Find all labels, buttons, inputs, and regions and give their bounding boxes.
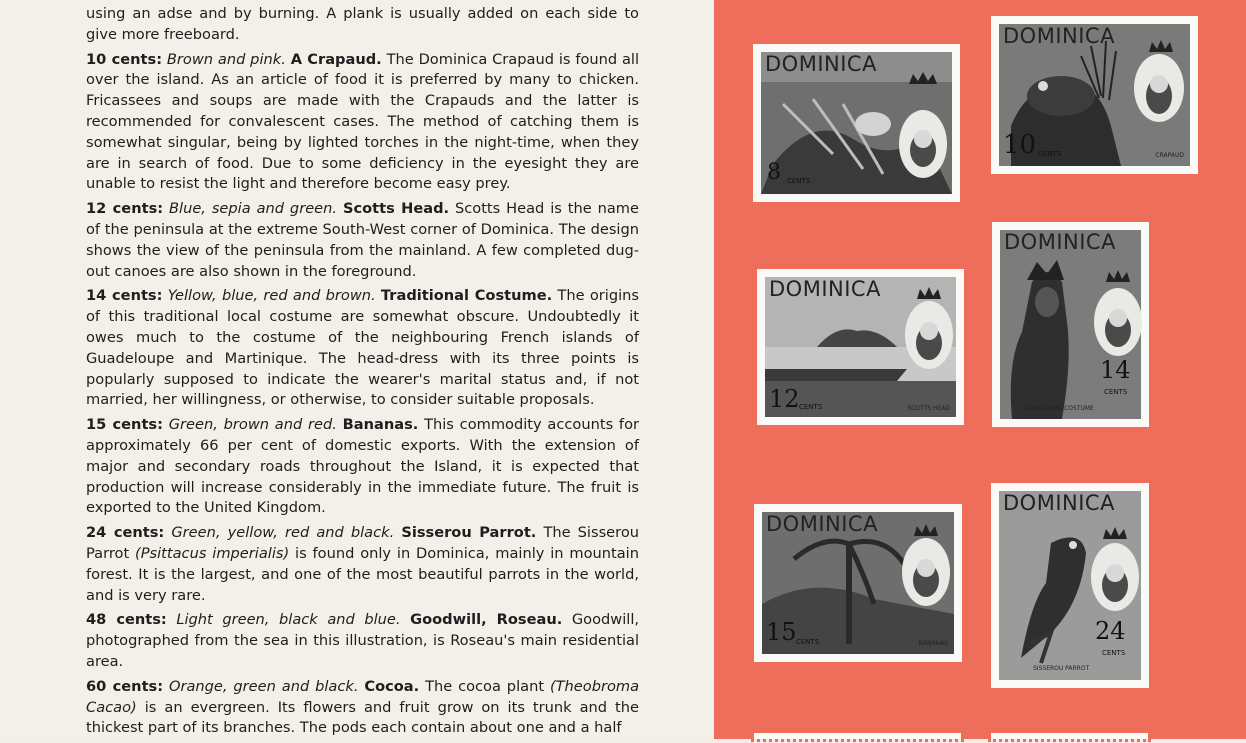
stamp-caption: TRADITIONAL COSTUME <box>1022 405 1094 412</box>
description-14c <box>86 286 639 411</box>
latin-name: (Theobroma Cacao) <box>86 677 640 716</box>
stamp-8c <box>753 44 960 202</box>
subject-title: Cocoa. <box>364 677 420 695</box>
colour-list: Blue, sepia and green. <box>169 200 338 218</box>
colour-list: Light green, black and blue. <box>176 611 401 629</box>
paragraph-text: is found only in Dominica, mainly in mountain forest. It is the largest, and one of the most beautiful parrots in the world, and is very rare. <box>86 544 639 604</box>
subject-title: Traditional Costume. <box>380 287 553 305</box>
colour-list: Yellow, blue, red and brown. <box>167 287 376 305</box>
stamp-panel <box>714 0 1246 739</box>
stamp-country-name: DOMINICA <box>1003 24 1115 48</box>
stamp-14c <box>992 222 1149 427</box>
latin-name: (Psittacus imperialis) <box>135 544 290 562</box>
paragraph-text: is an evergreen. Its flowers and fruit grow on its trunk and the thickest part of its branches. The pods each contain about one and a half <box>86 698 639 737</box>
value-label: 10 cents: <box>86 50 163 68</box>
stamp-12c <box>757 269 964 425</box>
description-48c <box>86 610 639 672</box>
paragraph-text: The Dominica Crapaud is found all over the island. As an article of food it is preferred by many to chicken. Fricassees and soups are made with the Crapauds and the latter is recommended for convalescent cases. The method of catching them is somewhat singular, being by lighted torches in the night-time, when they are in search of food. Due to some deficiency in the eyesight they are unable to resist the light and therefore become easy prey. <box>86 50 640 193</box>
stamp-value: 14 <box>1100 356 1131 384</box>
paragraph-text: using an adse and by burning. A plank is usually added on each side to give more freeboard. <box>86 5 639 43</box>
stamp-cents-label: CENTS <box>787 177 811 185</box>
stamp-caption: SISSEROU PARROT <box>1033 665 1090 672</box>
stamp-cents-label: CENTS <box>799 403 823 411</box>
paragraph-text-start: The Sisserou Parrot <box>86 524 640 562</box>
subject-title: A Crapaud. <box>290 50 382 68</box>
value-label: 14 cents: <box>86 287 163 305</box>
subject-title: Sisserou Parrot. <box>401 524 537 542</box>
value-label: 12 cents: <box>86 200 164 218</box>
subject-title: Scotts Head. <box>342 200 450 218</box>
stamp-cents-label: CENTS <box>1104 388 1128 396</box>
stamp-caption: CRAPAUD <box>1155 152 1184 159</box>
stamp-country-name: DOMINICA <box>766 512 878 536</box>
stamp-country-name: DOMINICA <box>765 52 877 76</box>
stamp-country-name: DOMINICA <box>769 277 881 301</box>
value-label: 15 cents: <box>86 416 163 434</box>
stamp-value: 10 <box>1003 130 1037 160</box>
stamp-10c <box>991 16 1198 174</box>
paragraph-text: The origins of this traditional local costume are somewhat obscure. Undoubtedly it owes much to the costume of the neighbouring French islands of Guadeloupe and Martinique. The head-dress with its three points is popularly supposed to indicate the wearer's marital status and, if not married, her willingness, or otherwise, to consider suitable proposals. <box>86 287 639 409</box>
paragraph-text: Scotts Head is the name of the peninsula at the extreme South-West corner of Dominica. The design shows the view of the peninsula from the mainland. A few completed dug-out canoes are also shown in the foreground. <box>86 200 640 280</box>
colour-list: Orange, green and black. <box>168 677 359 695</box>
stamp-country-name: DOMINICA <box>1003 491 1115 515</box>
stamp-24c <box>991 483 1149 688</box>
intro-paragraph <box>86 4 639 46</box>
stamp-partial-right <box>991 733 1148 739</box>
stamp-descriptions <box>86 4 639 743</box>
stamp-cents-label: CENTS <box>796 638 820 646</box>
colour-list: Green, brown and red. <box>168 416 337 434</box>
description-60c <box>86 677 639 739</box>
stamp-partial-left <box>754 733 961 739</box>
stamp-value: 15 <box>766 618 797 646</box>
stamp-cents-label: CENTS <box>1038 150 1062 158</box>
stamp-15c <box>754 504 962 662</box>
description-24c <box>86 523 639 606</box>
paragraph-text-start: The cocoa plant <box>425 677 545 695</box>
stamp-country-name: DOMINICA <box>1004 230 1116 254</box>
description-12c <box>86 199 639 282</box>
value-label: 24 cents: <box>86 524 165 542</box>
stamp-cents-label: CENTS <box>1102 649 1126 657</box>
stamp-value: 8 <box>767 160 781 185</box>
description-10c <box>86 50 639 196</box>
subject-title: Goodwill, Roseau. <box>410 611 563 629</box>
stamp-caption: BANANAS <box>918 640 948 647</box>
paragraph-text: This commodity accounts for approximately 66 per cent of domestic exports. With the extension of major and secondary roads throughout the Island, it is expected that production will increase considerably in the immediate future. The fruit is exported to the United Kingdom. <box>86 416 639 517</box>
stamp-value: 24 <box>1095 617 1126 645</box>
stamp-value: 12 <box>769 385 800 413</box>
paragraph-text: Goodwill, photographed from the sea in this illustration, is Roseau's main residential area. <box>86 611 640 670</box>
description-15c <box>86 415 639 519</box>
subject-title: Bananas. <box>342 416 419 434</box>
colour-list: Green, yellow, red and black. <box>171 524 395 542</box>
value-label: 48 cents: <box>86 611 167 629</box>
colour-list: Brown and pink. <box>166 50 286 68</box>
stamp-caption: SCOTTS HEAD <box>907 405 950 412</box>
value-label: 60 cents: <box>86 677 164 695</box>
